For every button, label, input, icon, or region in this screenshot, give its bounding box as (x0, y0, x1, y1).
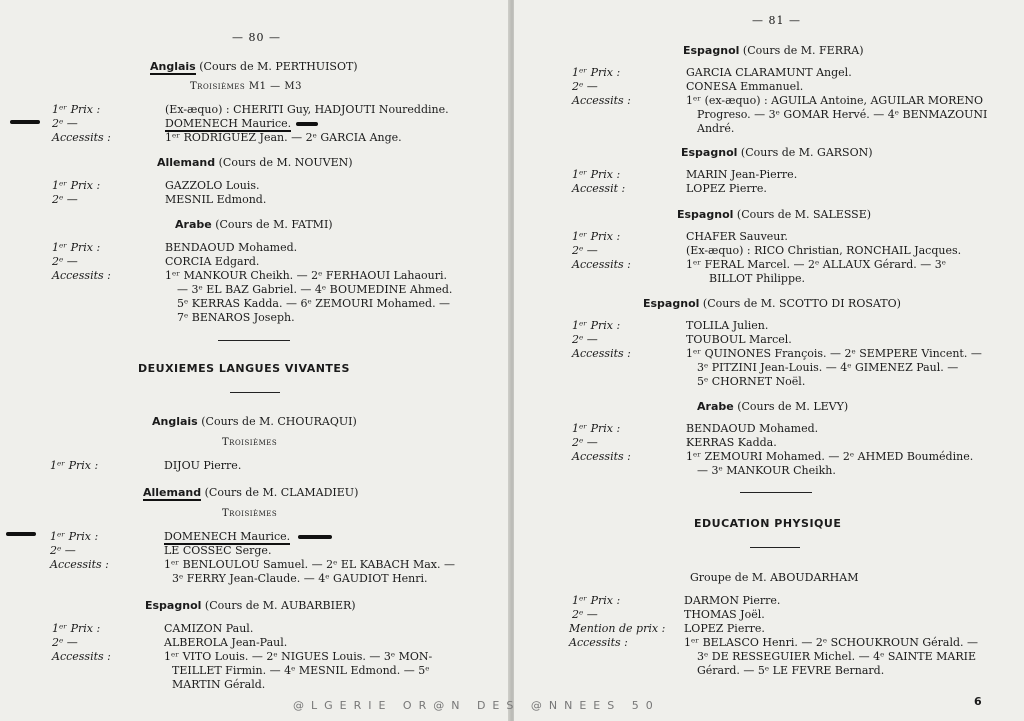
section-title: EDUCATION PHYSIQUE (694, 517, 842, 530)
subject-name: Allemand (157, 156, 216, 169)
subject-name: Arabe (175, 218, 212, 231)
section-title: DEUXIEMES LANGUES VIVANTES (138, 362, 350, 375)
folio-number: 6 (974, 695, 983, 708)
teacher-name: (Cours de M. SALESSE) (736, 208, 872, 221)
prize-winner: 1ᵉʳ (ex-æquo) : AGUILA Antoine, AGUILAR MORENO (686, 94, 984, 107)
prize-winner: 1ᵉʳ VITO Louis. — 2ᵉ NIGUES Louis. — 3ᵉ MON- (164, 650, 433, 663)
prize-winner: TEILLET Firmin. — 4ᵉ MESNIL Edmond. — 5ᵉ (172, 664, 430, 677)
prize-winner: 1ᵉʳ FERAL Marcel. — 2ᵉ ALLAUX Gérard. — 3ᵉ (686, 258, 947, 271)
prize-winner: 1ᵉʳ BELASCO Henri. — 2ᵉ SCHOUKROUN Gérald. — (684, 636, 979, 649)
prize-label: 1ᵉʳ Prix : (572, 66, 621, 79)
teacher-name: (Cours de M. AUBARBIER) (204, 599, 356, 612)
teacher-name: (Cours de M. CHOURAQUI) (201, 415, 357, 428)
prize-winner: MARIN Jean-Pierre. (686, 168, 798, 181)
prize-label: 1ᵉʳ Prix : (50, 530, 99, 543)
prize-winner: (Ex-æquo) : RICO Christian, RONCHAIL Jacques. (686, 244, 962, 257)
section-heading (145, 599, 356, 612)
prize-label: Accessits : (52, 650, 111, 663)
prize-label: 2ᵉ — (572, 436, 598, 449)
prize-winner: 5ᵉ KERRAS Kadda. — 6ᵉ ZEMOURI Mohamed. — (177, 297, 451, 310)
section-heading (175, 218, 333, 231)
prize-label: 1ᵉʳ Prix : (52, 103, 101, 116)
prize-label: Accessits : (569, 636, 628, 649)
prize-label: 1ᵉʳ Prix : (52, 622, 101, 635)
prize-winner: DARMON Pierre. (684, 594, 781, 607)
prize-winner: 1ᵉʳ MANKOUR Cheikh. — 2ᵉ FERHAOUI Lahaouri. (165, 269, 448, 282)
prize-label: Accessits : (572, 347, 631, 360)
teacher-name: (Cours de M. LEVY) (737, 400, 849, 413)
class-level: Troisièmes M1 — M3 (190, 81, 302, 92)
prize-winner: DOMENECH Maurice. (165, 117, 292, 130)
prize-label: Accessits : (50, 558, 109, 571)
section-heading (643, 297, 901, 310)
prize-winner: KERRAS Kadda. (686, 436, 777, 449)
prize-label: 2ᵉ — (572, 333, 598, 346)
prize-label: 1ᵉʳ Prix : (572, 422, 621, 435)
subject-name: Anglais (150, 60, 196, 73)
divider (750, 547, 800, 548)
prize-winner: CAMIZON Paul. (164, 622, 254, 635)
prize-label: 2ᵉ — (52, 117, 78, 130)
section-heading (683, 44, 864, 57)
prize-winner: BENDAOUD Mohamed. (165, 241, 298, 254)
prize-label: 2ᵉ — (52, 636, 78, 649)
class-level: Troisièmes (222, 437, 278, 448)
subject-name: Espagnol (681, 146, 738, 159)
page-81 (514, 0, 1024, 721)
subject-name: Anglais (152, 415, 198, 428)
section-heading (143, 486, 358, 499)
pen-mark (6, 532, 36, 536)
prize-label: 1ᵉʳ Prix : (572, 168, 621, 181)
subject-name: Espagnol (643, 297, 700, 310)
prize-winner: ALBEROLA Jean-Paul. (164, 636, 288, 649)
subject-name: Espagnol (683, 44, 740, 57)
section-heading (697, 400, 848, 413)
prize-winner: 5ᵉ CHORNET Noël. (697, 375, 806, 388)
page-number: — 80 — (232, 31, 281, 44)
prize-winner: 1ᵉʳ BENLOULOU Samuel. — 2ᵉ EL KABACH Max. — (164, 558, 455, 571)
prize-label: 2ᵉ — (572, 80, 598, 93)
pen-mark (10, 120, 40, 124)
prize-winner: LOPEZ Pierre. (686, 182, 767, 195)
prize-winner: Gérard. — 5ᵉ LE FEVRE Bernard. (697, 664, 885, 677)
teacher-name: (Cours de M. NOUVEN) (218, 156, 353, 169)
prize-winner: BENDAOUD Mohamed. (686, 422, 819, 435)
prize-label: 1ᵉʳ Prix : (50, 459, 99, 472)
subject-name: Espagnol (677, 208, 734, 221)
pen-mark (296, 122, 318, 126)
prize-winner: CHAFER Sauveur. (686, 230, 788, 243)
prize-label: Accessits : (572, 258, 631, 271)
prize-winner: 3ᵉ DE RESSEGUIER Michel. — 4ᵉ SAINTE MARIE (697, 650, 977, 663)
pen-mark (298, 535, 332, 539)
prize-winner: GARCIA CLARAMUNT Angel. (686, 66, 852, 79)
prize-winner: — 3ᵉ MANKOUR Cheikh. (697, 464, 836, 477)
prize-label: 2ᵉ — (572, 608, 598, 621)
subject-name: Allemand (143, 486, 202, 499)
prize-label: Mention de prix : (569, 622, 666, 635)
teacher-name: (Cours de M. SCOTTO DI ROSATO) (702, 297, 901, 310)
prize-winner: André. (697, 122, 735, 135)
prize-winner: 7ᵉ BENAROS Joseph. (177, 311, 295, 324)
class-level: Troisièmes (222, 508, 278, 519)
teacher-name: (Cours de M. CLAMADIEU) (204, 486, 359, 499)
prize-winner: 1ᵉʳ RODRIGUEZ Jean. — 2ᵉ GARCIA Ange. (165, 131, 402, 144)
prize-winner: TOLILA Julien. (686, 319, 769, 332)
prize-winner: BILLOT Philippe. (709, 272, 806, 285)
teacher-name: (Cours de M. FATMI) (215, 218, 333, 231)
prize-winner: THOMAS Joël. (684, 608, 765, 621)
prize-winner: CONESA Emmanuel. (686, 80, 804, 93)
prize-winner: DOMENECH Maurice. (164, 530, 291, 543)
prize-winner: LE COSSEC Serge. (164, 544, 272, 557)
prize-winner: LOPEZ Pierre. (684, 622, 765, 635)
prize-label: 1ᵉʳ Prix : (52, 241, 101, 254)
prize-label: Accessit : (572, 182, 626, 195)
prize-label: 1ᵉʳ Prix : (572, 319, 621, 332)
page-number: — 81 — (752, 14, 801, 27)
prize-label: 1ᵉʳ Prix : (572, 230, 621, 243)
divider (740, 492, 812, 493)
prize-winner: DIJOU Pierre. (164, 459, 242, 472)
divider (218, 340, 290, 341)
prize-winner: 3ᵉ PITZINI Jean-Louis. — 4ᵉ GIMENEZ Paul. — (697, 361, 959, 374)
watermark-text: @LGERIE OR@N DES @NNEES 50 (293, 699, 660, 712)
prize-label: 2ᵉ — (52, 255, 78, 268)
prize-label: Accessits : (52, 131, 111, 144)
group-heading: Groupe de M. ABOUDARHAM (690, 571, 859, 584)
prize-label: Accessits : (572, 450, 631, 463)
page-80 (0, 0, 510, 721)
prize-label: 2ᵉ — (572, 244, 598, 257)
prize-label: Accessits : (52, 269, 111, 282)
prize-winner: TOUBOUL Marcel. (686, 333, 792, 346)
prize-winner: 1ᵉʳ QUINONES François. — 2ᵉ SEMPERE Vincent. — (686, 347, 982, 360)
prize-winner: CORCIA Edgard. (165, 255, 260, 268)
prize-winner: GAZZOLO Louis. (165, 179, 260, 192)
prize-winner: (Ex-æquo) : CHERITI Guy, HADJOUTI Noureddine. (165, 103, 449, 116)
section-heading (157, 156, 353, 169)
prize-winner: 3ᵉ FERRY Jean-Claude. — 4ᵉ GAUDIOT Henri. (172, 572, 428, 585)
prize-label: 1ᵉʳ Prix : (572, 594, 621, 607)
section-heading (152, 415, 357, 428)
section-heading (681, 146, 873, 159)
section-heading (677, 208, 871, 221)
section-heading (150, 60, 358, 73)
subject-name: Arabe (697, 400, 734, 413)
subject-name: Espagnol (145, 599, 202, 612)
prize-label: 2ᵉ — (52, 193, 78, 206)
teacher-name: (Cours de M. FERRA) (742, 44, 864, 57)
prize-label: 2ᵉ — (50, 544, 76, 557)
prize-winner: 1ᵉʳ ZEMOURI Mohamed. — 2ᵉ AHMED Boumédine. (686, 450, 974, 463)
prize-winner: MESNIL Edmond. (165, 193, 267, 206)
prize-label: Accessits : (572, 94, 631, 107)
prize-winner: MARTIN Gérald. (172, 678, 266, 691)
divider (230, 392, 280, 393)
teacher-name: (Cours de M. GARSON) (740, 146, 873, 159)
prize-winner: — 3ᵉ EL BAZ Gabriel. — 4ᵉ BOUMEDINE Ahmed. (177, 283, 453, 296)
prize-winner: Progreso. — 3ᵉ GOMAR Hervé. — 4ᵉ BENMAZOUNI (697, 108, 988, 121)
prize-label: 1ᵉʳ Prix : (52, 179, 101, 192)
teacher-name: (Cours de M. PERTHUISOT) (199, 60, 358, 73)
